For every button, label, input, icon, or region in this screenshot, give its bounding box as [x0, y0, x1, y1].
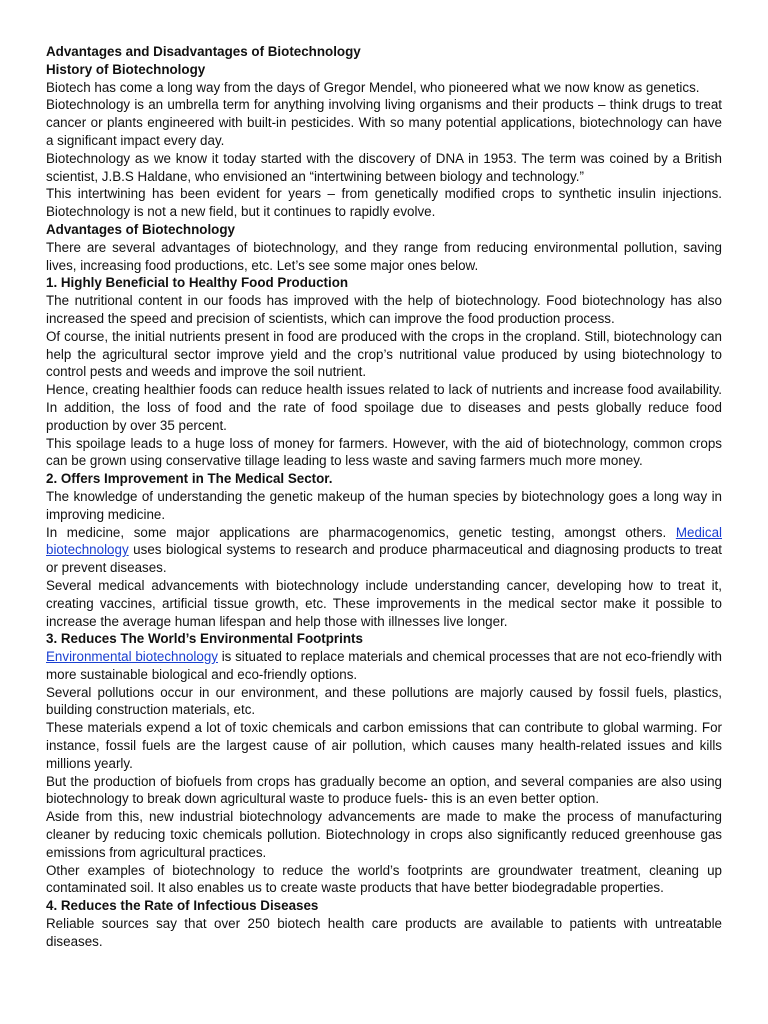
- section-2-paragraph-2: [46, 524, 722, 577]
- medical-biotechnology-link[interactable]: Medical biotechnology: [46, 524, 722, 558]
- history-paragraph-1: Biotech has come a long way from the days of Gregor Mendel, who pioneered what we now know as genetics.: [46, 79, 700, 95]
- history-paragraph-4: This intertwining has been evident for years – from genetically modified crops to synthetic insulin injections. Biotechnology is not a new field, but it continues to rapidly evolve.: [46, 186, 722, 220]
- section-1-paragraph-3: Hence, creating healthier foods can reduce health issues related to lack of nutrients and increase food availability. In addition, the loss of food and the rate of food spoilage due to diseases and pests globally reduce food production by over 35 percent.: [46, 382, 722, 433]
- section-3-paragraph-1: [46, 648, 722, 684]
- section-2-paragraph-1: The knowledge of understanding the genetic makeup of the human species by biotechnology goes a long way in improving medicine.: [46, 488, 722, 522]
- section-3-paragraph-2: Several pollutions occur in our environment, and these pollutions are majorly caused by fossil fuels, plastics, building construction materials, etc.: [46, 684, 722, 718]
- section-3-paragraph-6: Other examples of biotechnology to reduce the world’s footprints are groundwater treatment, cleaning up contaminated soil. It also enables us to create waste products that have better biodegradable properties.: [46, 862, 722, 896]
- section-4-heading: 4. Reduces the Rate of Infectious Diseases: [46, 898, 319, 914]
- history-heading: History of Biotechnology: [46, 61, 206, 77]
- section-3-paragraph-4: But the production of biofuels from crops has gradually become an option, and several companies are also using biotechnology to break down agricultural waste to produce fuels- this is an even better option.: [46, 773, 722, 807]
- section-1-paragraph-2: Of course, the initial nutrients present in food are produced with the crops in the cropland. Still, biotechnology can help the agricultural sector improve yield and the crop’s nutritional value produced by using biotechnology to control pests and weeds and improve the soil nutrient.: [46, 328, 722, 380]
- section-4-paragraph-1: Reliable sources say that over 250 biotech health care products are available to patients with untreatable diseases.: [46, 916, 722, 949]
- environmental-biotechnology-link[interactable]: Environmental biotechnology: [46, 649, 218, 665]
- history-paragraph-3: Biotechnology as we know it today started with the discovery of DNA in 1953. The term was coined by a British scientist, J.B.S Haldane, who envisioned an “intertwining between biology and technology.”: [46, 150, 722, 184]
- document-page: [46, 43, 722, 951]
- section-3-paragraph-5: Aside from this, new industrial biotechnology advancements are made to make the process of manufacturing cleaner by reducing toxic chemicals pollution. Biotechnology in crops also significantly reduced greenhouse gas emissions from agricultural practices.: [46, 809, 722, 860]
- section-1-paragraph-1: The nutritional content in our foods has improved with the help of biotechnology. Food biotechnology has also increased the speed and precision of scientists, which can improve the food production process.: [46, 293, 722, 326]
- section-2-paragraph-3: Several medical advancements with biotechnology include understanding cancer, developing how to treat it, creating vaccines, artificial tissue growth, etc. These improvements in the medical sector make it possible to increase the average human lifespan and help those with illnesses live longer.: [46, 577, 722, 629]
- section-2-paragraph-2-text-after: uses biological systems to research and produce pharmaceutical and diagnosing products to treat or prevent diseases.: [46, 542, 722, 576]
- advantages-intro: There are several advantages of biotechnology, and they range from reducing environmental pollution, saving lives, increasing food productions, etc. Let’s see some major ones below.: [46, 239, 722, 273]
- advantages-heading: Advantages of Biotechnology: [46, 221, 235, 237]
- section-1-paragraph-4: This spoilage leads to a huge loss of money for farmers. However, with the aid of biotechnology, common crops can be grown using conservative tillage leading to less waste and saving farmers much more money.: [46, 435, 722, 469]
- section-2-paragraph-2-text-before: In medicine, some major applications are pharmacogenomics, genetic testing, amongst others.: [46, 524, 676, 540]
- document-title: Advantages and Disadvantages of Biotechnology: [46, 44, 361, 59]
- section-3-paragraph-1-text-after: is situated to replace materials and chemical processes that are not eco-friendly with more sustainable biological and eco-friendly options.: [46, 649, 722, 682]
- section-2-heading: 2. Offers Improvement in The Medical Sector.: [46, 471, 333, 487]
- section-1-heading: 1. Highly Beneficial to Healthy Food Production: [46, 275, 349, 291]
- section-3-paragraph-3: These materials expend a lot of toxic chemicals and carbon emissions that can contribute to global warming. For instance, fossil fuels are the largest cause of air pollution, which causes many health-related issues and kills millions yearly.: [46, 720, 722, 771]
- history-paragraph-2: Biotechnology is an umbrella term for anything involving living organisms and their products – think drugs to treat cancer or plants engineered with built-in pesticides. With so many potential applications, biotechnology can have a significant impact every day.: [46, 97, 722, 148]
- section-3-heading: 3. Reduces The World’s Environmental Footprints: [46, 631, 363, 647]
